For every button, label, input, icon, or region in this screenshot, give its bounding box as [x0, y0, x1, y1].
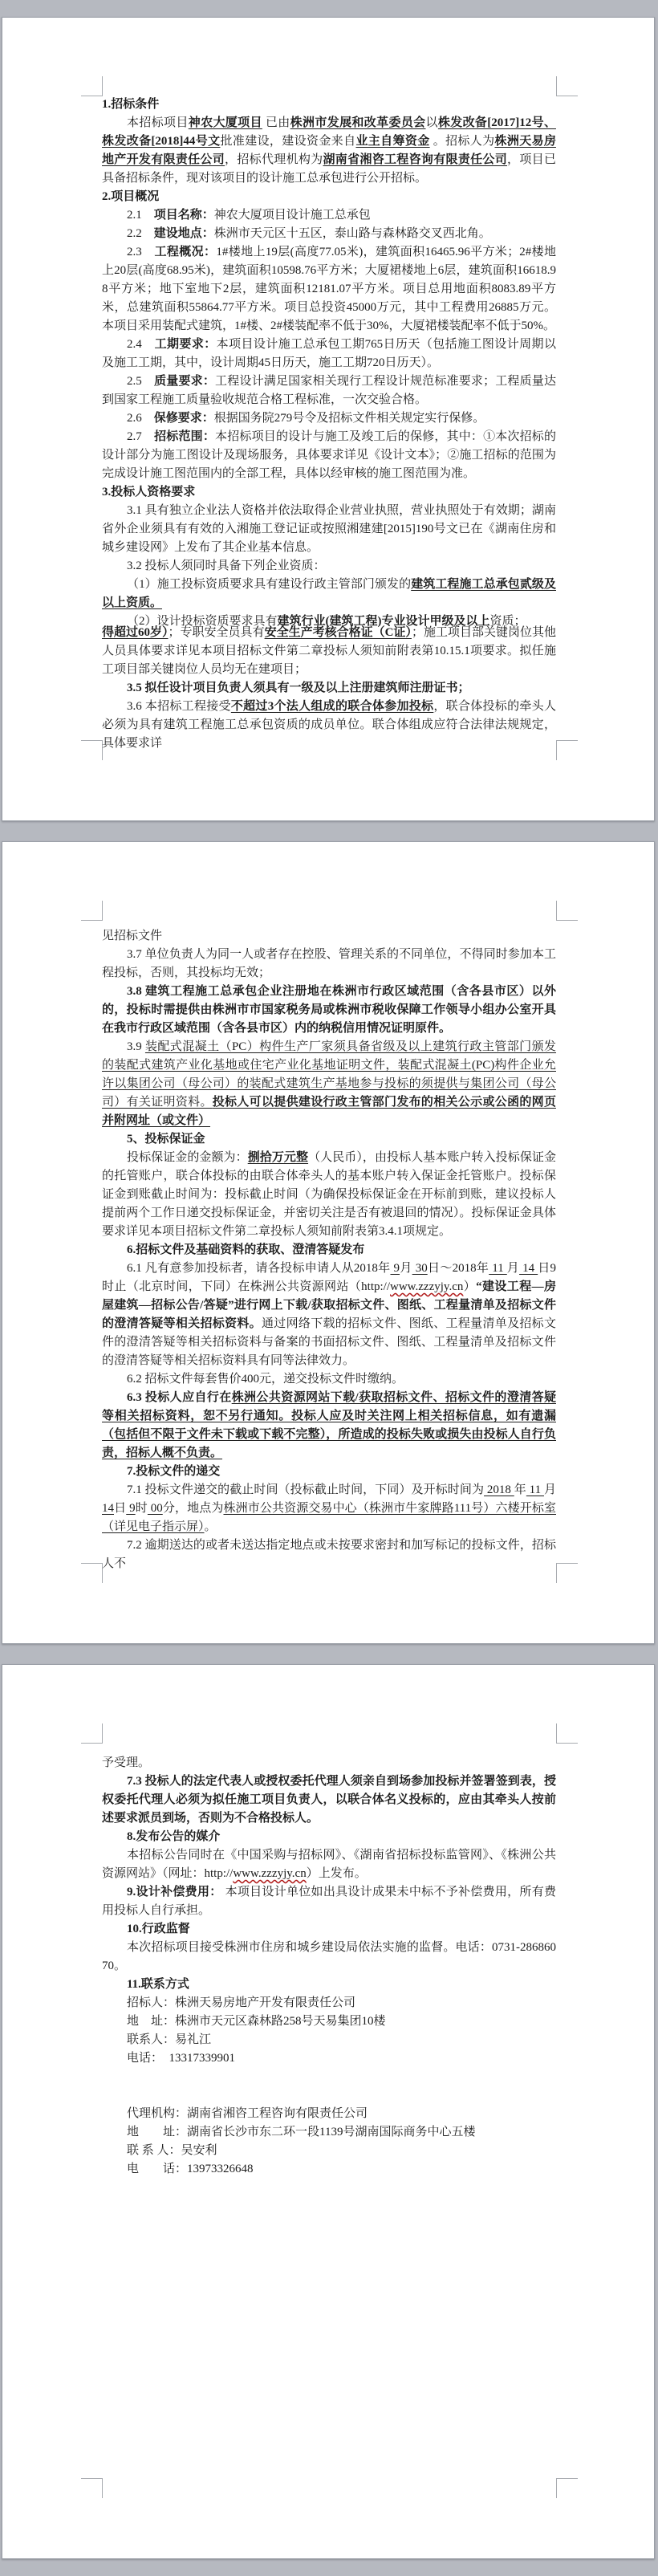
- text-run: 日～2018年: [427, 1262, 489, 1275]
- paragraph: [102, 428, 556, 483]
- paragraph: [102, 927, 556, 946]
- text-run: 2.6: [127, 412, 154, 425]
- text-run: 不超过3个法人组成的联合体参加投标: [230, 700, 434, 713]
- paragraph: [102, 2049, 556, 2068]
- text-run: 3.投标人资格要求: [102, 486, 196, 499]
- text-run: ；施工项目部关键岗位其他人员具体要求详见本项目招标文件第二章投标人须知前附表第10.15.1项要求。拟任施工项目部关键岗位人员均无在建项目；: [102, 626, 556, 676]
- paragraph: [102, 1772, 556, 1828]
- text-run: 建筑工程施工总承包企业注册地在株洲市行政区域范围（含各县市区）以外的，投标时需提供由株洲市市国家税务局或株洲市税收保障工作领导小组办公室开具在我市行政区域范围（含各县市区）内的纳税信用情况证明原件。: [102, 985, 556, 1035]
- text-run: ）上发布。: [306, 1867, 367, 1880]
- text-run: 3.9: [127, 1040, 145, 1053]
- text-run: 10.行政监督: [127, 1923, 190, 1935]
- paragraph: [102, 1481, 556, 1536]
- text-run: 株洲公共资源网站下载/获取招标文件、招标文件的澄清答疑等相关招标资料，恕不另行通知。投标人应及时关注网上相关招标信息，如有遗漏（包括但不限于文件未下载或下载不完整），所造成的投标失败或损失由投标人自行负责，招标人概不负责。: [102, 1391, 556, 1459]
- text-run: 月: [506, 1262, 520, 1275]
- text-run: 9: [126, 1502, 136, 1515]
- paragraph: [102, 1976, 556, 1994]
- text-boundary-mark-bottom-right-icon: [556, 2478, 578, 2498]
- text-run: 9: [390, 1262, 400, 1275]
- text-run: “建设工程—房屋建筑—招标公告/答疑”进行网上下载/获取招标文件、图纸、工程量清单及招标文件的澄清答疑等相关招标资料。: [102, 1280, 556, 1330]
- document-page-3: [2, 1664, 655, 2559]
- text-run: 质量要求：: [154, 375, 216, 388]
- paragraph: [102, 1920, 556, 1939]
- text-run: 分，地点为: [162, 1502, 224, 1515]
- text-run: 代理机构：湖南省湘咨工程咨询有限责任公司: [127, 2107, 368, 2120]
- text-run: 建设地点：: [153, 227, 214, 240]
- text-run: 6.2 招标文件每套售价400元，递交投标文件时缴纳。: [127, 1373, 404, 1386]
- text-run: 工程设计满足国家相关现行工程设计规范标准要求；工程质量达到国家工程施工质量验收规范合格工程标准，一次交验合格。: [102, 375, 556, 406]
- text-run: 日9时止（北京时间，下同）在株洲公共资源网站（http://: [102, 1262, 556, 1293]
- paragraph: [102, 946, 556, 983]
- paragraph: [102, 1536, 556, 1573]
- text-run: 2.5: [127, 375, 155, 388]
- text-run: 工期要求：: [154, 338, 217, 351]
- text-run: 神农大厦项目设计施工总承包: [213, 209, 371, 222]
- text-run: ，联合体投标的牵头人必须为具有建筑工程施工总承包资质的成员单位。联合体组成应符合法律法规规定，具体要求详: [102, 700, 556, 750]
- text-run: 11.联系方式: [127, 1978, 189, 1991]
- text-run: 建筑行业(建筑工程)专业设计甲级及以上: [277, 615, 490, 628]
- paragraph: [102, 188, 556, 206]
- text-run: 保修要求：: [153, 412, 214, 425]
- text-run: 时: [135, 1502, 148, 1515]
- text-run: 1.招标条件: [102, 98, 160, 111]
- text-run: 2.2: [127, 227, 154, 240]
- paragraph: [102, 1939, 556, 1976]
- paragraph: [102, 2086, 556, 2105]
- text-run: 3.5 拟任设计项目负责人须具有一级及以上注册建筑师注册证书；: [127, 682, 470, 694]
- text-run: 联系人：易礼江: [127, 2033, 212, 2046]
- text-run: 3.1 具有独立企业法人资格并依法取得企业营业执照，营业执照处于有效期；湖南省外企业须具有有效的入湘施工登记证或按照湘建建[2015]190号文已在《湖南住房和城乡建设网》上发布了其企业基本信息。: [102, 504, 556, 554]
- text-run: 装配式混凝土（PC）构件生产厂家须具备省级及以上建筑行政主管部门颁发的装配式建筑产业化基地或住宅产业化基地证明文件，装配式混凝土(PC)构件企业允许以集团公司（母公司）的装配式建筑生产基地参与投标的须提供与集团公司（母公司）有关证明资料。: [102, 1040, 557, 1109]
- text-run: （2）设计投标资质要求具有: [127, 615, 278, 628]
- paragraph: [102, 1241, 556, 1260]
- text-boundary-mark-top-right-icon: [556, 1723, 578, 1744]
- paragraph: [102, 336, 556, 372]
- paragraph: [102, 2142, 556, 2160]
- text-run: 本招标项目: [127, 116, 189, 129]
- paragraph: [102, 1389, 556, 1463]
- text-run: 11: [489, 1262, 507, 1275]
- text-run: 2018: [484, 1483, 514, 1496]
- document-page-2: [2, 841, 655, 1644]
- text-run: 株洲市公共资源交易中心（株洲市牛家牌路111号）六楼开标室（详见电子指示屏）: [102, 1502, 556, 1533]
- paragraph: [102, 1846, 556, 1883]
- text-run: 项目名称：: [153, 209, 214, 222]
- paragraph: [102, 1260, 556, 1370]
- text-run: 以: [425, 116, 438, 129]
- text-run: 根据国务院279号令及招标文件相关规定实行保修。: [213, 412, 485, 425]
- paragraph: [102, 1828, 556, 1846]
- text-run: 14: [102, 1502, 114, 1515]
- text-run: 招标人：株洲天易房地产开发有限责任公司: [127, 1996, 356, 2009]
- paragraph: [102, 557, 556, 576]
- text-run: 3.2 投标人须同时具备下列企业资质：: [127, 560, 326, 572]
- page-1-content: [102, 96, 556, 753]
- paragraph: [102, 372, 556, 409]
- text-run: 投标人可以提供建设行政主管部门发布的相关公示或公函的网页并附网址（或文件）: [102, 1096, 556, 1127]
- text-run: 地 址：株洲市天元区森林路258号天易集团10楼: [127, 2015, 386, 2028]
- text-run: 本项目设计单位如出具设计成果未中标不予补偿费用，所有费用投标人自行承担。: [102, 1886, 556, 1917]
- text-run: 日: [114, 1502, 127, 1515]
- text-run: 7.2 逾期送达的或者未送达指定地点或未按要求密封和加写标记的投标文件，招标人不: [102, 1539, 556, 1570]
- text-run: 湖南省湘咨工程咨询有限责任公司: [323, 153, 508, 166]
- text-run: 00: [147, 1502, 163, 1515]
- paragraph: [102, 1130, 556, 1149]
- text-run: 1#楼地上19层(高度77.05米)，建筑面积16465.96平方米；2#楼地上20层(高度68.95米)，建筑面积10598.76平方米；大厦裙楼地上6层，建筑面积16618.98平方米；地下室地下2层，建筑面积12181.07平方米。项目总用地面积8083.89平方米，总建筑面积55864.77平方米。项目总投资45000万元，其中工程费用26885万元。本项目采用装配式建筑，1#楼、2#楼装配率不低于30%，大厦裙楼装配率不低于50%。: [102, 246, 556, 332]
- text-run: ；专职安全员具有: [168, 626, 265, 639]
- paragraph: [102, 1149, 556, 1241]
- paragraph: [102, 983, 556, 1038]
- text-run: 本次招标项目接受株洲市住房和城乡建设局依法实施的监督。电话：0731-28686070。: [102, 1941, 556, 1972]
- text-run: 本项目设计施工总承包工期765日历天（包括施工图设计周期以及施工工期，其中，设计周期45日历天，施工工期720日历天）。: [102, 338, 556, 369]
- text-run: 投标保证金的金额为：: [127, 1151, 248, 1164]
- text-run: 2.1: [127, 209, 154, 222]
- text-run: www.zzzyjy.cn: [390, 1280, 464, 1293]
- paragraph: [102, 96, 556, 114]
- text-run: 予受理。: [102, 1756, 151, 1769]
- paragraph: [102, 2123, 556, 2142]
- text-run: 。: [204, 1520, 217, 1533]
- text-run: 安全生产考核合格证（C证）: [264, 626, 412, 639]
- text-run: 7.投标文件的递交: [127, 1465, 221, 1478]
- text-run: 神农大厦项目: [188, 116, 262, 129]
- text-boundary-mark-bottom-right-icon: [556, 1563, 578, 1583]
- paragraph: [102, 2068, 556, 2086]
- paragraph: [102, 1994, 556, 2012]
- text-run: 月: [543, 1483, 556, 1496]
- text-run: （1）施工投标资质要求具有建设行政主管部门颁发的: [127, 578, 412, 591]
- text-run: 本招标项目的设计与施工及竣工后的保修，其中：①本次招标的设计部分为施工图设计及现场服务，具体要求详见《设计文本》；②施工招标的范围为完成设计施工图范围内的全部工程，具体以经审核的施工图范围为准。: [102, 430, 556, 480]
- text-boundary-mark-bottom-left-icon: [81, 740, 103, 760]
- text-boundary-mark-top-left-icon: [81, 76, 103, 96]
- paragraph: [102, 576, 556, 612]
- paragraph: [102, 243, 556, 336]
- text-run: 联 系 人：吴安利: [127, 2144, 217, 2157]
- text-run: 株洲市发展和改革委员会: [290, 116, 426, 129]
- text-run: ）: [463, 1280, 477, 1293]
- text-run: 2.4: [127, 338, 155, 351]
- text-run: 2.3: [127, 246, 155, 258]
- text-run: 11: [526, 1483, 544, 1496]
- text-run: 捌拾万元整: [247, 1151, 309, 1164]
- paragraph: [102, 698, 556, 753]
- text-run: 9.设计补偿费用：: [127, 1886, 222, 1898]
- text-run: 地 址：湖南省长沙市东二环一段1139号湖南国际商务中心五楼: [127, 2126, 476, 2139]
- text-run: 株洲市天元区十五区，泰山路与森林路交叉西北角。: [213, 227, 491, 240]
- paragraph: [102, 206, 556, 225]
- text-run: 3.6 本招标工程接受: [127, 700, 231, 713]
- text-run: 14: [519, 1262, 538, 1275]
- text-boundary-mark-top-right-icon: [556, 901, 578, 921]
- text-boundary-mark-top-left-icon: [81, 1723, 103, 1744]
- text-run: 7.3 投标人的法定代表人或授权委托代理人须亲自到场参加投标并签署签到表，授权委托代理人必须为拟任施工项目负责人，以联合体名义投标的，应由其牵头人按前述要求派员到场，否则为不合格投标人。: [102, 1775, 556, 1825]
- paragraph: [102, 2031, 556, 2049]
- text-run: 得超过60岁）: [102, 626, 169, 639]
- text-run: 年: [514, 1483, 526, 1496]
- text-run: （人民币），由投标人基本账户转入投标保证金的托管账户，联合体投标的由联合体牵头人的基本账户转入保证金托管账户。投标保证金到账截止时间为：投标截止时间（为确保投标保证金在开标前到账，建议投标人提前两个工作日递交投标保证金，并密切关注是否有被退回的情况）。投标保证金具体要求详见本项目招标文件第二章投标人须知前附表第3.4.1项规定。: [102, 1151, 556, 1238]
- text-run: 招标范围：: [154, 430, 216, 443]
- paragraph: [102, 2105, 556, 2123]
- text-run: 6.招标文件及基础资料的获取、澄清答疑发布: [127, 1243, 365, 1256]
- text-run: 工程概况：: [154, 246, 217, 258]
- text-run: 30: [412, 1262, 428, 1275]
- text-run: 6.3 投标人应自行在: [127, 1391, 232, 1404]
- paragraph: [102, 483, 556, 502]
- text-run: 见招标文件: [102, 930, 163, 942]
- text-run: 电话： 13317339901: [127, 2052, 236, 2065]
- text-boundary-mark-top-right-icon: [556, 76, 578, 96]
- paragraph: [102, 2012, 556, 2031]
- text-run: 7.1 投标文件递交的截止时间（投标截止时间，下同）及开标时间为: [127, 1483, 485, 1496]
- text-run: 批准建设，建设资金来自: [220, 135, 356, 148]
- text-run: 资质；: [489, 615, 526, 628]
- text-run: 。招标人为: [429, 135, 495, 148]
- text-boundary-mark-top-left-icon: [81, 901, 103, 921]
- text-run: 5、投标保证金: [127, 1133, 205, 1146]
- text-run: www.zzzyjy.cn: [233, 1867, 307, 1880]
- paragraph: [102, 1883, 556, 1920]
- document-page-1: [2, 17, 655, 821]
- paragraph: [102, 2160, 556, 2179]
- text-run: 本招标公告同时在《中国采购与招标网》、《湖南省招标投标监管网》、《株洲公共资源网站》（网址：http://: [102, 1849, 556, 1880]
- page-2-content: [102, 927, 556, 1573]
- text-run: 2.7: [127, 430, 155, 443]
- text-run: ，项目已具备招标条件，现对该项目的设计施工总承包进行公开招标。: [102, 153, 556, 185]
- paragraph: [102, 409, 556, 428]
- text-run: 已由: [262, 116, 290, 129]
- text-run: 建筑工程施工总承包贰级及以上资质。: [102, 578, 556, 609]
- text-run: 8.发布公告的媒介: [127, 1830, 221, 1843]
- paragraph: [102, 624, 556, 679]
- paragraph: [102, 1754, 556, 1772]
- paragraph: [102, 679, 556, 698]
- paragraph: [102, 225, 556, 243]
- text-run: 6.1 凡有意参加投标者，请各投标申请人从2018年: [127, 1262, 391, 1275]
- text-run: 株洲天易房地产开发有限责任公司: [102, 135, 556, 166]
- text-boundary-mark-bottom-left-icon: [81, 1563, 103, 1583]
- text-boundary-mark-bottom-left-icon: [81, 2478, 103, 2498]
- text-run: 通过网络下载的招标文件、图纸、工程量清单及招标文件的澄清答疑等相关招标资料与备案的书面招标文件、图纸、工程量清单及招标文件的澄清答疑等相关招标资料具有同等法律效力。: [102, 1317, 556, 1367]
- text-run: 3.7 单位负责人为同一人或者存在控股、管理关系的不同单位，不得同时参加本工程投标，否则，其投标均无效；: [102, 948, 556, 979]
- paragraph: [102, 502, 556, 557]
- text-boundary-mark-bottom-right-icon: [556, 740, 578, 760]
- paragraph: [102, 1370, 556, 1389]
- page-3-content: [102, 1754, 556, 2179]
- paragraph: [102, 1038, 556, 1130]
- text-run: 2.项目概况: [102, 190, 160, 203]
- text-run: 业主自筹资金: [355, 135, 430, 148]
- text-run: 月: [400, 1262, 412, 1275]
- text-run: 株发改备[2017]12号、株发改备[2018]44号文: [102, 116, 556, 148]
- paragraph: [102, 1463, 556, 1481]
- text-run: ，招标代理机构为: [225, 153, 323, 166]
- text-run: 3.8: [127, 985, 146, 998]
- paragraph: [102, 114, 556, 188]
- text-run: 电 话：13973326648: [127, 2163, 254, 2175]
